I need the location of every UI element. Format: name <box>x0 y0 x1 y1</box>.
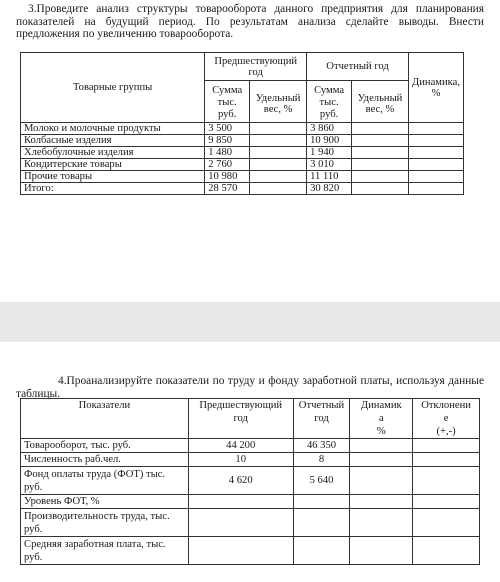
deviation-cell <box>413 537 480 565</box>
header-prev-year: Предшествующий год <box>205 53 307 81</box>
table-row <box>21 537 480 565</box>
table-row <box>21 159 464 171</box>
table-row <box>21 135 464 147</box>
cur-sum-cell: 30 820 <box>307 183 352 195</box>
cur-sum-cell: 3 010 <box>307 159 352 171</box>
prev-sum-cell: 10 980 <box>205 171 250 183</box>
prev-share-cell <box>250 183 307 195</box>
cur-year-cell: 46 350 <box>293 439 350 453</box>
table-row <box>21 509 480 537</box>
row-name: Средняя заработная плата, тыс. руб. <box>21 537 189 565</box>
dynamics-cell <box>350 509 413 537</box>
cur-sum-cell: 3 860 <box>307 123 352 135</box>
prev-sum-cell: 2 760 <box>205 159 250 171</box>
cur-share-cell <box>352 147 409 159</box>
table-row <box>21 495 480 509</box>
deviation-cell <box>413 495 480 509</box>
header-cur-share: Удельный вес, % <box>352 81 409 123</box>
dynamics-cell <box>350 495 413 509</box>
deviation-cell <box>413 467 480 495</box>
prev-share-cell <box>250 159 307 171</box>
header-cur-year: Отчетный год <box>293 399 350 439</box>
cur-share-cell <box>352 183 409 195</box>
task-3-body: 3.Проведите анализ структуры товарооборота данного предприятия для планирования показателей на будущий период. По результатам анализа сделайте выводы. Внести предложения по увеличению товарооборота. <box>16 3 484 40</box>
cur-year-cell: 8 <box>293 453 350 467</box>
header-indicators: Показатели <box>21 399 189 439</box>
table-row-total <box>21 183 464 195</box>
header-dynamics: Динамика, % <box>408 53 463 123</box>
header-product-groups: Товарные группы <box>21 53 205 123</box>
deviation-cell <box>413 453 480 467</box>
cur-year-cell <box>293 495 350 509</box>
cur-share-cell <box>352 159 409 171</box>
row-name: Уровень ФОТ, % <box>21 495 189 509</box>
row-name: Колбасные изделия <box>21 135 205 147</box>
prev-year-cell: 4 620 <box>188 467 293 495</box>
dynamics-cell <box>408 159 463 171</box>
task-3-text <box>16 3 484 41</box>
header-cur-year: Отчетный год <box>307 53 409 81</box>
row-name: Молоко и молочные продукты <box>21 123 205 135</box>
dynamics-cell <box>350 453 413 467</box>
header-dynamics-line-2: а <box>378 413 384 424</box>
deviation-cell <box>413 509 480 537</box>
page-separator <box>0 302 500 342</box>
table-row <box>21 467 480 495</box>
prev-year-cell <box>188 495 293 509</box>
header-dynamics <box>350 399 413 439</box>
dynamics-cell <box>350 537 413 565</box>
table-row <box>21 439 480 453</box>
cur-share-cell <box>352 171 409 183</box>
prev-sum-cell: 3 500 <box>205 123 250 135</box>
table-row <box>21 171 464 183</box>
header-deviation-line-1: Отклонени <box>421 400 471 411</box>
prev-share-cell <box>250 135 307 147</box>
row-name: Товарооборот, тыс. руб. <box>21 439 189 453</box>
dynamics-cell <box>408 171 463 183</box>
cur-year-cell: 5 640 <box>293 467 350 495</box>
dynamics-cell <box>350 439 413 453</box>
task-4-text <box>16 375 484 400</box>
row-name: Кондитерские товары <box>21 159 205 171</box>
table-row <box>21 123 464 135</box>
labor-indicators-table <box>20 398 480 565</box>
dynamics-cell <box>350 467 413 495</box>
header-prev-share: Удельный вес, % <box>250 81 307 123</box>
cur-year-cell <box>293 509 350 537</box>
prev-share-cell <box>250 171 307 183</box>
row-name: Прочие товары <box>21 171 205 183</box>
header-prev-sum: Сумма тыс. руб. <box>205 81 250 123</box>
cur-sum-cell: 11 110 <box>307 171 352 183</box>
prev-year-cell: 44 200 <box>188 439 293 453</box>
turnover-structure-table <box>20 52 464 195</box>
cur-year-cell <box>293 537 350 565</box>
row-name: Производительность труда, тыс. руб. <box>21 509 189 537</box>
row-name: Численность раб.чел. <box>21 453 189 467</box>
dynamics-cell <box>408 147 463 159</box>
deviation-cell <box>413 439 480 453</box>
prev-sum-cell: 1 480 <box>205 147 250 159</box>
dynamics-cell <box>408 123 463 135</box>
dynamics-cell <box>408 135 463 147</box>
header-dynamics-line-1: Динамик <box>360 400 402 411</box>
table-row <box>21 453 480 467</box>
cur-sum-cell: 10 900 <box>307 135 352 147</box>
task-4-body: 4.Проанализируйте показатели по труду и фонду заработной платы, используя данные таблицы. <box>16 375 484 400</box>
header-deviation <box>413 399 480 439</box>
row-name: Хлебобулочные изделия <box>21 147 205 159</box>
dynamics-cell <box>408 183 463 195</box>
header-deviation-line-3: (+,-) <box>436 426 456 437</box>
prev-share-cell <box>250 123 307 135</box>
table-row <box>21 147 464 159</box>
prev-year-cell <box>188 509 293 537</box>
header-dynamics-line-3: % <box>376 426 386 437</box>
header-cur-sum: Сумма тыс. руб. <box>307 81 352 123</box>
cur-share-cell <box>352 135 409 147</box>
cur-share-cell <box>352 123 409 135</box>
prev-sum-cell: 28 570 <box>205 183 250 195</box>
prev-year-cell: 10 <box>188 453 293 467</box>
row-name: Итого: <box>21 183 205 195</box>
prev-year-cell <box>188 537 293 565</box>
header-deviation-line-2: е <box>443 413 449 424</box>
prev-sum-cell: 9 850 <box>205 135 250 147</box>
row-name: Фонд оплаты труда (ФОТ) тыс. руб. <box>21 467 189 495</box>
cur-sum-cell: 1 940 <box>307 147 352 159</box>
prev-share-cell <box>250 147 307 159</box>
header-prev-year: Предшествующий год <box>188 399 293 439</box>
